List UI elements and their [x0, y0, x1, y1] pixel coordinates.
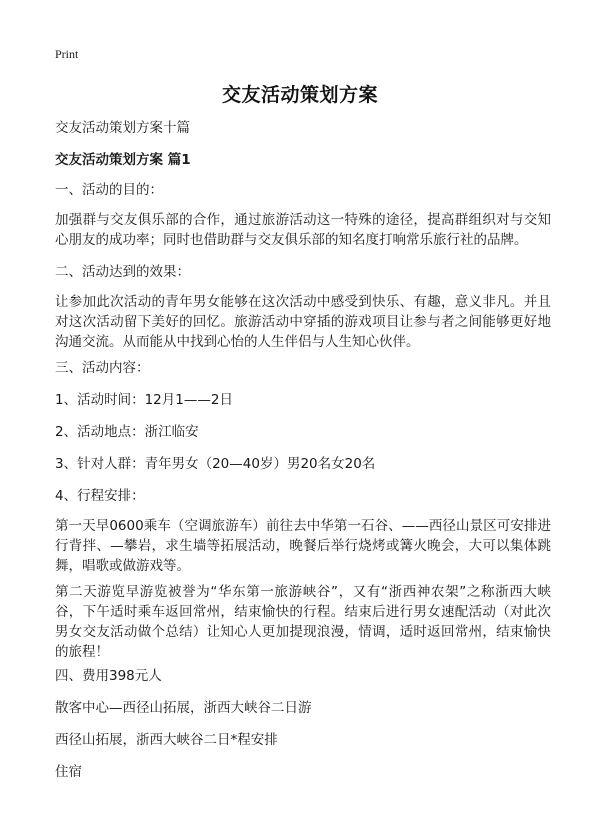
fee-line-3: 住宿 — [55, 764, 82, 780]
section-heading-effect: 二、活动达到的效果： — [55, 264, 190, 280]
document-subtitle: 交友活动策划方案十篇 — [55, 120, 190, 136]
itinerary-day-2: 第二天游览早游览被誉为“华东第一旅游峡谷”，又有“浙西神农架”之称浙西大峡谷，下午适时乘车返回常州，结束愉快的行程。结束后进行男女速配活动（对此次男女交友活动做个总结）让知心人更加提现浪漫，情调，适时返回常州，结束愉快的旅程！ — [55, 584, 551, 660]
list-item-audience: 3、针对人群：青年男女（20—40岁）男20名女20名 — [55, 456, 376, 472]
list-item-itinerary: 4、行程安排： — [55, 488, 145, 504]
article-heading: 交友活动策划方案 篇1 — [55, 152, 191, 168]
fee-line-2: 西径山拓展，浙西大峡谷二日*程安排 — [55, 732, 278, 748]
print-link[interactable]: Print — [55, 47, 79, 61]
list-item-time: 1、活动时间：12月1——2日 — [55, 392, 233, 408]
section-heading-fee: 四、费用398元人 — [55, 668, 162, 684]
section-body-effect: 让参加此次活动的青年男女能够在这次活动中感受到快乐、有趣，意义非凡。并且对这次活动留下美好的回忆。旅游活动中穿插的游戏项目让参与者之间能够更好地沟通交流。从而能从中找到心怡的人生伴侣与人生知心伙伴。 — [55, 294, 551, 350]
section-body-purpose: 加强群与交友俱乐部的合作，通过旅游活动这一特殊的途径，提高群组织对与交知心朋友的成功率；同时也借助群与交友俱乐部的知名度打响常乐旅行社的品牌。 — [55, 212, 551, 248]
section-heading-content: 三、活动内容： — [55, 360, 150, 376]
list-item-location: 2、活动地点：浙江临安 — [55, 424, 199, 440]
section-heading-purpose: 一、活动的目的： — [55, 182, 163, 198]
fee-line-1: 散客中心—西径山拓展，浙西大峡谷二日游 — [55, 700, 312, 716]
page-title: 交友活动策划方案 — [221, 84, 378, 106]
itinerary-day-1: 第一天早0600乘车（空调旅游车）前往去中华第一石谷、——西径山景区可安排进行背拌、—攀岩，求生墙等拓展活动，晚餐后举行烧烤或篝火晚会，大可以集体跳舞，唱歌或做游戏等。 — [55, 518, 551, 574]
